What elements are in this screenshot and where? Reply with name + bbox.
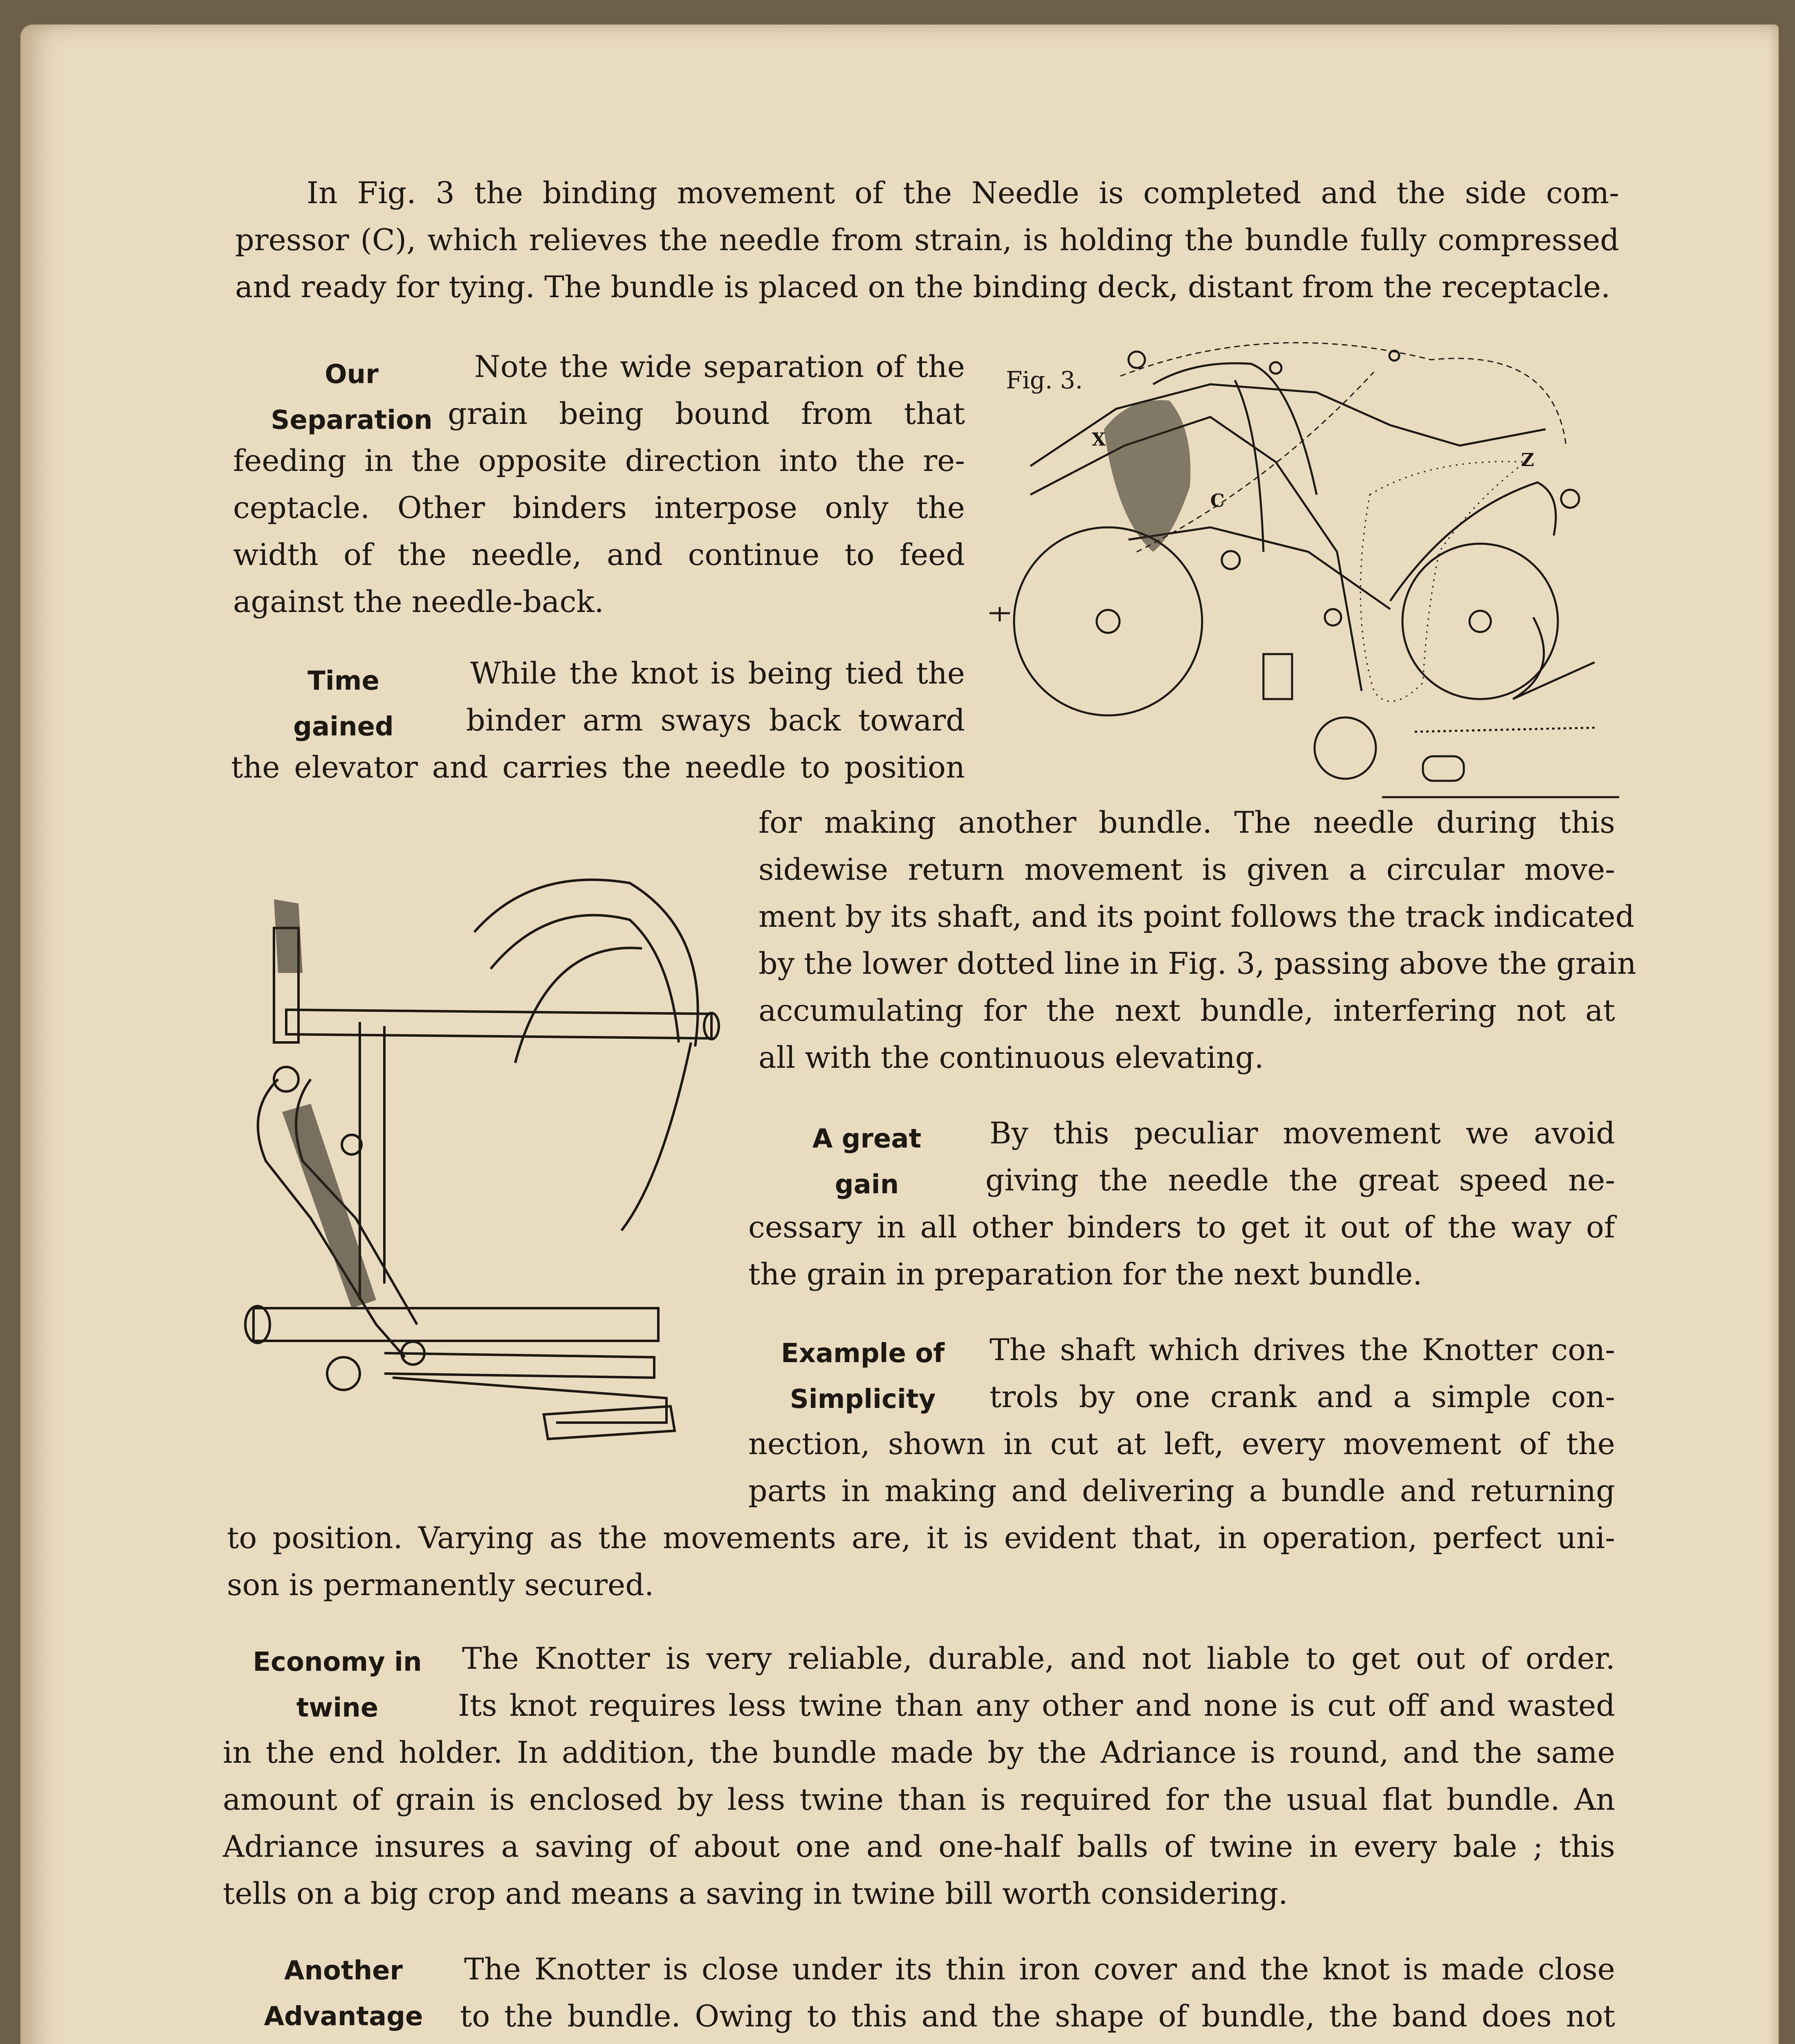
time-line8: accumulating for the next bundle, interfering not at <box>758 993 1615 1028</box>
note-twine: twine <box>296 1693 379 1723</box>
sep-line3: feeding in the opposite direction into the re- <box>233 444 965 478</box>
margin-note-time-gained <box>266 658 421 750</box>
econ-line2: Its knot requires less twine than any other and none is cut off and wasted <box>458 1688 1615 1723</box>
simp-line1: The shaft which drives the Knotter con- <box>989 1333 1615 1367</box>
sep-line4: ceptacle. Other binders interpose only the <box>233 491 965 525</box>
margin-note-a-great-gain <box>801 1116 932 1208</box>
time-line4: for making another bundle. The needle during this <box>758 805 1615 840</box>
gain-line2: giving the needle the great speed ne- <box>985 1163 1615 1198</box>
knotter-drawing <box>221 850 728 1451</box>
fig3-label-x: X <box>1092 429 1106 450</box>
simp-line4: parts in making and delivering a bundle and returning <box>748 1474 1615 1508</box>
econ-line1: The Knotter is very reliable, durable, and not liable to get out of order. <box>462 1641 1615 1676</box>
adv-line3 <box>221 2040 1615 2044</box>
margin-note-economy-in-twine <box>245 1639 429 1731</box>
para1-line2: pressor (C), which relieves the needle from strain, is holding the bundle fully compressed <box>235 223 1619 258</box>
fig3-label-c: C <box>1210 491 1225 511</box>
adv-line1: The Knotter is close under its thin iron cover and the knot is made close <box>464 1952 1615 1987</box>
note-separation: Separation <box>271 405 433 435</box>
note-gained: gained <box>293 712 394 742</box>
note-simplicity: Simplicity <box>790 1384 936 1414</box>
gain-line3: cessary in all other binders to get it out of the way of <box>748 1210 1615 1245</box>
econ-line3: in the end holder. In addition, the bundle made by the Adriance is round, and the same <box>223 1735 1615 1770</box>
note-a-great: A great <box>812 1124 922 1154</box>
note-another: Another <box>284 1956 403 1986</box>
econ-line5: Adriance insures a saving of about one and one-half balls of twine in every bale ; this <box>223 1829 1615 1864</box>
note-time: Time <box>307 666 379 696</box>
econ-line6: tells on a big crop and means a saving in twine bill worth considering. <box>223 1876 1288 1911</box>
para1-line3: and ready for tying. The bundle is placed on the binding deck, distant from the receptacle. <box>235 270 1611 305</box>
time-line6: ment by its shaft, and its point follows the track indicated <box>758 899 1635 934</box>
para1-line1: In Fig. 3 the binding movement of the Needle is completed and the side com- <box>307 176 1619 211</box>
margin-note-another-advantage <box>254 1948 433 2040</box>
sep-line6: against the needle-back. <box>233 585 604 619</box>
time-line2: binder arm sways back toward <box>466 703 965 738</box>
note-gain: gain <box>835 1170 899 1200</box>
fig3-caption: Fig. 3. <box>1006 366 1083 394</box>
gain-line4: the grain in preparation for the next bundle. <box>748 1257 1423 1292</box>
time-line1: While the knot is being tied the <box>470 656 965 691</box>
fig3-illustration <box>981 323 1619 809</box>
simp-line3: nection, shown in cut at left, every movement of the <box>748 1427 1615 1461</box>
note-advantage: Advantage <box>264 2001 423 2032</box>
simp-line6: son is permanently secured. <box>227 1568 654 1602</box>
sep-line2: grain being bound from that <box>448 397 965 431</box>
knotter-shaft-illustration <box>221 850 728 1451</box>
sep-line1: Note the wide separation of the <box>474 350 965 384</box>
fig3-drawing <box>981 323 1619 809</box>
note-example-of: Example of <box>781 1338 945 1369</box>
sep-line5: width of the needle, and continue to feed <box>233 538 965 572</box>
fig3-label-z: Z <box>1521 450 1535 471</box>
econ-line4: amount of grain is enclosed by less twine than is required for the usual flat bundle. An <box>223 1782 1615 1817</box>
adv-line2: to the bundle. Owing to this and the shape of bundle, the band does not <box>460 1999 1615 2034</box>
time-line7: by the lower dotted line in Fig. 3, passing above the grain <box>758 946 1636 981</box>
margin-note-example-of-simplicity <box>769 1331 957 1422</box>
time-line3: the elevator and carries the needle to position <box>231 750 965 785</box>
time-line9: all with the continuous elevating. <box>758 1040 1264 1075</box>
gain-line1: By this peculiar movement we avoid <box>989 1116 1615 1151</box>
simp-line5: to position. Varying as the movements are, it is evident that, in operation, perfect uni- <box>227 1521 1615 1555</box>
note-our: Our <box>325 359 379 390</box>
note-economy-in: Economy in <box>253 1647 422 1677</box>
margin-note-our-separation <box>266 352 438 443</box>
time-line5: sidewise return movement is given a circular move- <box>758 852 1615 887</box>
simp-line2: trols by one crank and a simple con- <box>989 1380 1615 1414</box>
